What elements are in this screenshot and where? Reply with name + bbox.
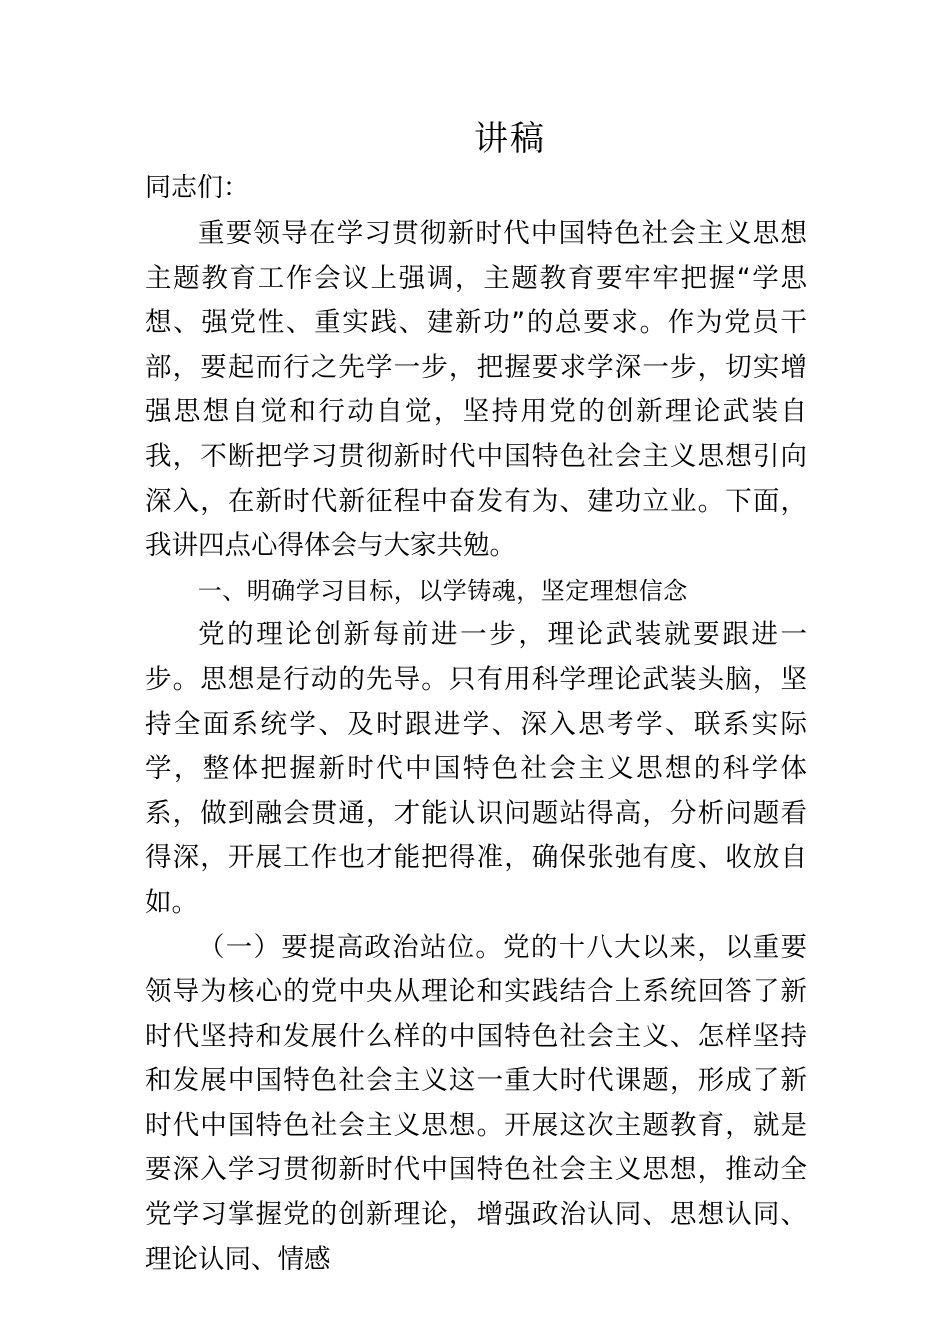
section-heading-1: 一、明确学习目标，以学铸魂，坚定理想信念 <box>197 576 688 605</box>
paragraph-section-1: 党的理论创新每前进一步，理论武装就要跟进一步。思想是行动的先导。只有用科学理论武装头脑，坚持全面系统学、及时跟进学、深入思考学、联系实际学，整体把握新时代中国特色社会主义思想的科学体系，做到融会贯通，才能认识问题站得高，分析问题看得深，开展工作也才能把得准，确保张弛有度、收放自如。 <box>145 619 807 918</box>
paragraph-intro: 重要领导在学习贯彻新时代中国特色社会主义思想主题教育工作会议上强调，主题教育要牢牢把握“学思想、强党性、重实践、建新功”的总要求。作为党员干部，要起而行之先学一步，把握要求学深一步，切实增强思想自觉和行动自觉，坚持用党的创新理论武装自我，不断把学习贯彻新时代中国特色社会主义思想引向深入，在新时代新征程中奋发有为、建功立业。下面，我讲四点心得体会与大家共勉。 <box>145 218 807 562</box>
document-title: 讲稿 <box>474 119 546 159</box>
document-body <box>145 212 807 1282</box>
salutation: 同志们： <box>145 173 250 203</box>
paragraph-subsection-1: （一）要提高政治站位。党的十八大以来，以重要领导为核心的党中央从理论和实践结合上系统回答了新时代坚持和发展什么样的中国特色社会主义、怎样坚持和发展中国特色社会主义这一重大时代课题，形成了新时代中国特色社会主义思想。开展这次主题教育，就是要深入学习贯彻新时代中国特色社会主义思想，推动全党学习掌握党的创新理论，增强政治认同、思想认同、理论认同、情感 <box>145 931 807 1275</box>
